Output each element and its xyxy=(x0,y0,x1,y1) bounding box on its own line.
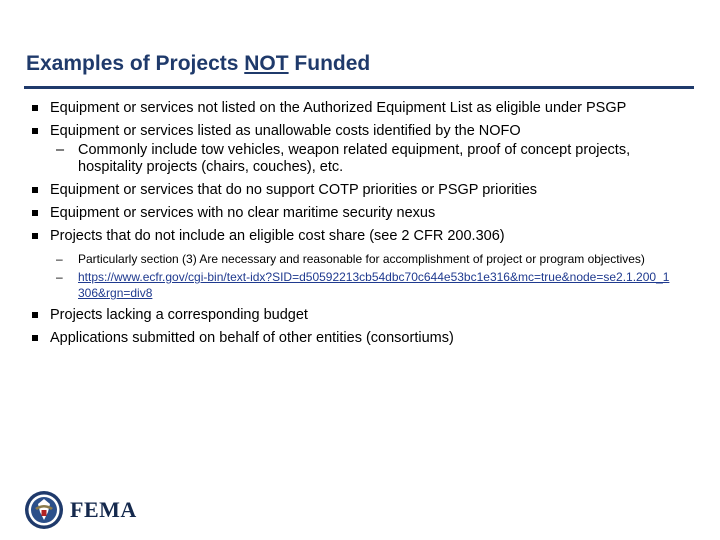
bullet-text: Equipment or services not listed on the Authorized Equipment List as eligible under PSGP xyxy=(50,100,627,116)
ecfr-link[interactable]: https://www.ecfr.gov/cgi-bin/text-idx?SID=d50592213cb54dbc70c644e53bc1e316&mc=true&node=se2.1.200_1306&rgn=div8 xyxy=(78,270,670,300)
sub-bullet-text: Particularly section (3) Are necessary and reasonable for accomplishment of project or program objectives) xyxy=(78,252,645,266)
bullet-item xyxy=(30,123,670,140)
bullet-square-icon xyxy=(32,105,38,111)
sub-bullet-item xyxy=(50,142,670,176)
agency-wordmark: FEMA xyxy=(70,497,137,522)
bullet-square-icon xyxy=(32,335,38,341)
bullet-text: Projects lacking a corresponding budget xyxy=(50,307,308,323)
bullet-square-icon xyxy=(32,128,38,134)
slide-title xyxy=(26,52,370,76)
bullet-item xyxy=(30,100,670,117)
fema-logo xyxy=(24,490,137,530)
dash-icon: – xyxy=(56,270,63,284)
title-underlined: NOT xyxy=(244,52,289,75)
bullet-square-icon xyxy=(32,233,38,239)
bullet-text: Equipment or services listed as unallowable costs identified by the NOFO xyxy=(50,123,521,139)
dash-icon: – xyxy=(56,142,65,158)
dhs-seal-icon xyxy=(24,490,64,530)
bullet-item xyxy=(30,182,670,199)
bullet-item xyxy=(30,205,670,222)
title-post: Funded xyxy=(288,52,371,75)
bullet-square-icon xyxy=(32,187,38,193)
bullet-item xyxy=(30,330,670,347)
dash-icon: – xyxy=(56,252,63,266)
title-divider xyxy=(24,86,694,89)
bullet-text: Applications submitted on behalf of other entities (consortiums) xyxy=(50,330,454,346)
bullet-square-icon xyxy=(32,312,38,318)
sub-bullet-item xyxy=(50,251,670,267)
sub-bullet-text: Commonly include tow vehicles, weapon related equipment, proof of concept projects, hospitality projects (chairs, couches), etc. xyxy=(78,142,631,175)
sub-bullet-item xyxy=(50,269,670,301)
bullet-list xyxy=(30,100,670,353)
title-pre: Examples of Projects xyxy=(26,52,245,75)
bullet-text: Equipment or services that do no support COTP priorities or PSGP priorities xyxy=(50,182,538,198)
bullet-text: Equipment or services with no clear maritime security nexus xyxy=(50,205,436,221)
bullet-item xyxy=(30,307,670,324)
bullet-text: Projects that do not include an eligible cost share (see 2 CFR 200.306) xyxy=(50,228,505,244)
bullet-item xyxy=(30,228,670,245)
bullet-square-icon xyxy=(32,210,38,216)
